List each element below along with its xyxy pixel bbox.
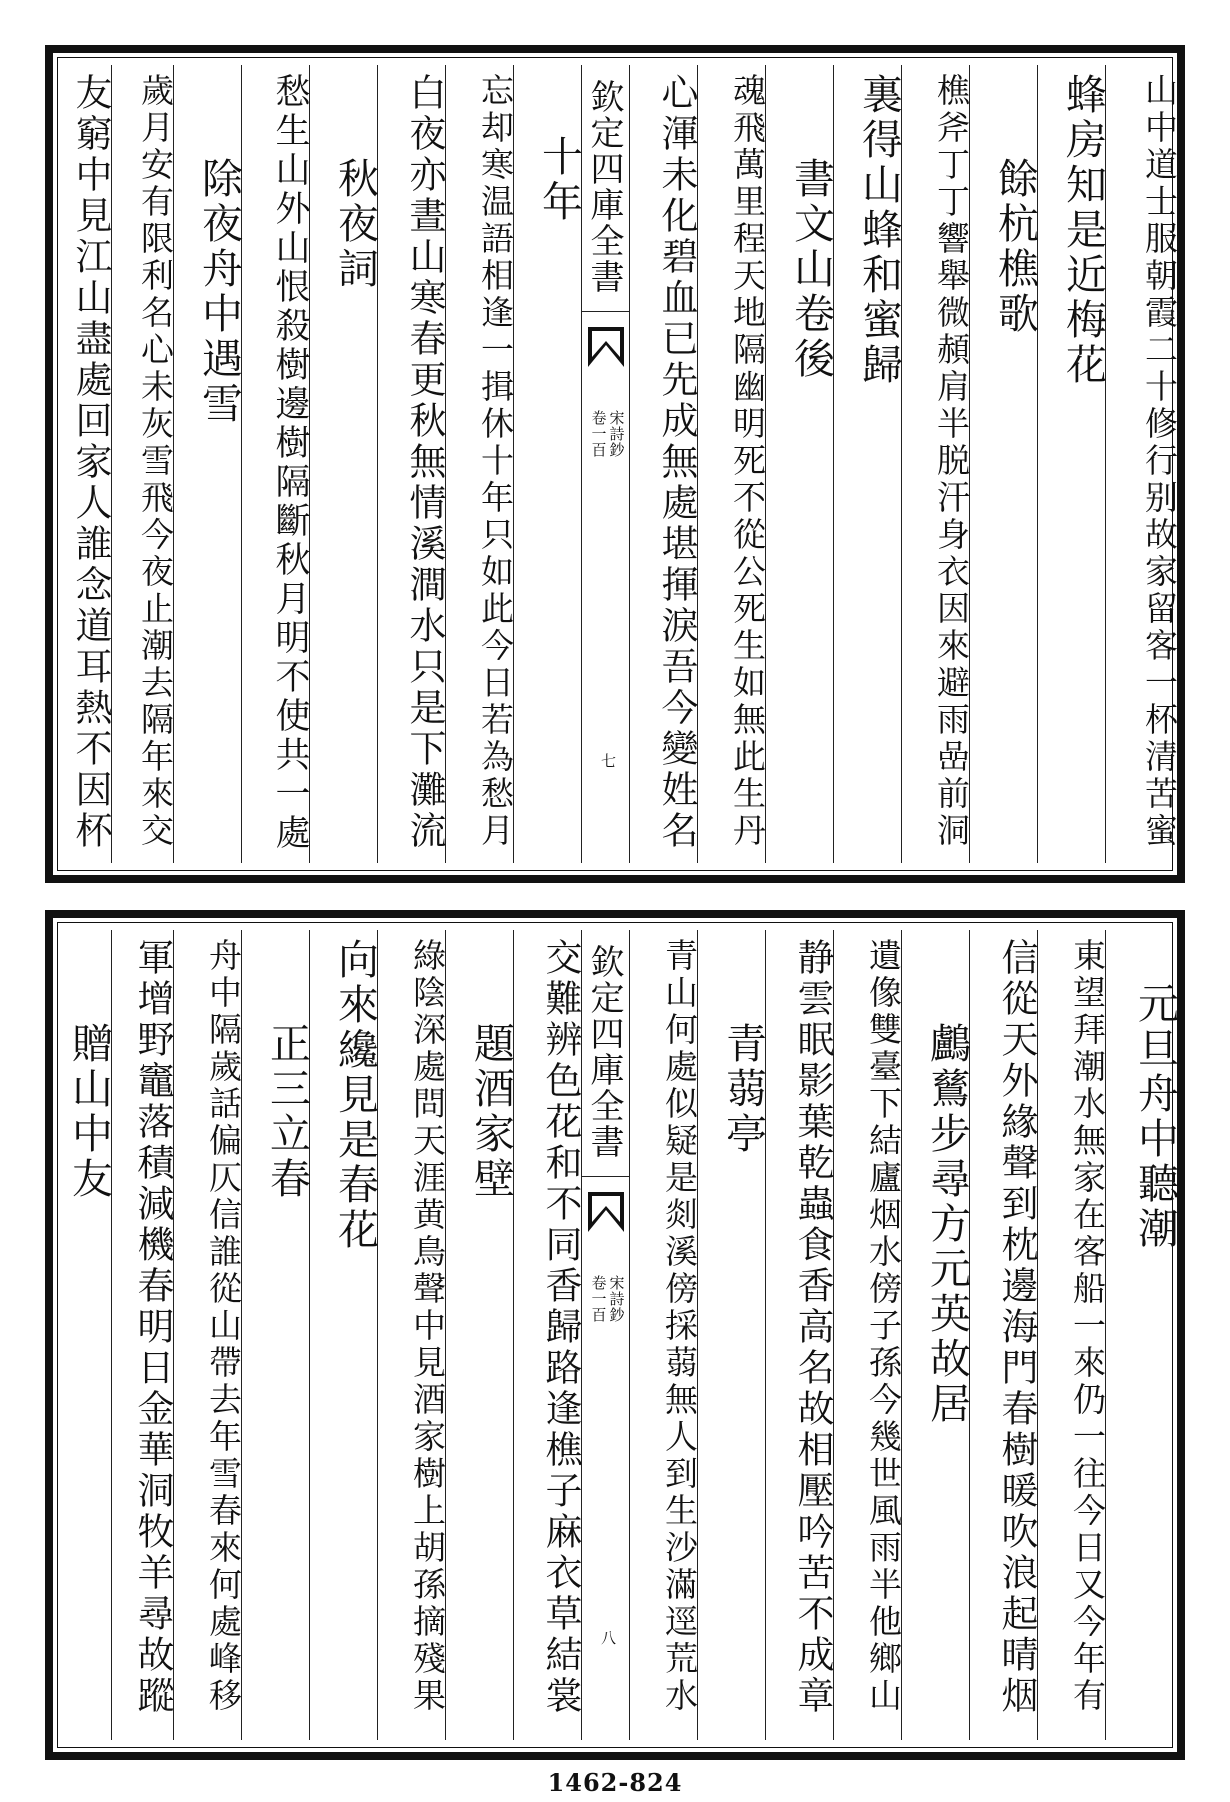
column-text: 十年	[535, 135, 583, 225]
spine-title: 欽定四庫全書	[582, 71, 629, 312]
column-text: 遺像雙臺下結廬烟水傍子孫今幾世風雨半他鄉山	[864, 938, 903, 1715]
column-6	[765, 930, 833, 1740]
spine	[581, 930, 629, 1740]
column-3	[969, 930, 1037, 1740]
column-2	[1037, 65, 1105, 863]
column-text: 樵斧丁丁響舉微頳肩半脱汗身衣因來避雨嵒前洞	[932, 73, 971, 850]
spine	[581, 65, 629, 863]
spine-leaf: 八	[599, 1630, 617, 1645]
spine-book: 宋詩鈔	[607, 1275, 626, 1323]
column-text: 忘却寒温語相逢一揖休十年只如此今日若為愁月	[476, 73, 515, 850]
column-text: 綠陰深處問天涯黄鳥聲中見酒家樹上胡孫摘殘果	[408, 938, 447, 1715]
column-12	[309, 65, 377, 863]
column-2	[1037, 930, 1105, 1740]
column-10	[445, 930, 513, 1740]
column-1	[1105, 930, 1177, 1740]
column-1	[1105, 65, 1177, 863]
poem-title: 贈山中友	[65, 1022, 113, 1202]
poem-title: 鸕鶿步尋方元英故居	[923, 1022, 971, 1427]
column-8	[629, 65, 697, 863]
column-text: 青山何處似疑是剡溪傍採蒻無人到生沙滿逕荒水	[660, 938, 699, 1715]
column-text: 蜂房知是近梅花	[1059, 73, 1107, 388]
poem-title: 除夜舟中遇雪	[195, 157, 243, 427]
spine-volume: 卷一百	[589, 1275, 608, 1323]
column-text: 東望拜潮水無家在客船一來仍一往今日又今年有	[1068, 938, 1107, 1715]
column-text: 山中道士服朝霞二十修行别故家留客一杯清苦蜜	[1140, 73, 1179, 850]
column-4	[901, 930, 969, 1740]
column-text: 白夜亦晝山寒春更秋無情溪澗水只是下灘流	[403, 73, 446, 852]
top-page	[45, 45, 1185, 883]
poem-title: 正三立春	[263, 1022, 311, 1202]
spine-volume: 卷一百	[589, 410, 608, 458]
poem-title: 元旦舟中聽潮	[1131, 982, 1179, 1252]
spine-title: 欽定四庫全書	[582, 936, 629, 1177]
poem-title: 餘杭樵歌	[991, 157, 1039, 337]
column-text: 友窮中見江山盡處回家人誰念道耳熱不因杯	[69, 73, 112, 852]
column-15	[111, 930, 173, 1740]
column-6	[765, 65, 833, 863]
column-text: 静雲眠影葉乾蟲食香高名故相壓吟苦不成章	[791, 938, 834, 1717]
poem-title: 青蒻亭	[719, 1022, 767, 1157]
column-7	[697, 65, 765, 863]
poem-title: 題酒家壁	[467, 1022, 515, 1202]
poem-title: 書文山卷後	[787, 157, 835, 382]
column-14	[173, 930, 241, 1740]
column-text: 裏得山蜂和蜜歸	[855, 73, 903, 388]
column-9	[513, 930, 581, 1740]
column-5	[833, 65, 901, 863]
column-7	[697, 930, 765, 1740]
column-text: 歲月安有限利名心未灰雪飛今夜止潮去隔年來交	[136, 73, 175, 850]
column-9	[513, 65, 581, 863]
bottom-page	[45, 910, 1185, 1760]
page-number: 1462-824	[547, 1768, 683, 1797]
column-15	[111, 65, 173, 863]
column-text: 心渾未化碧血已先成無處堪揮淚吾今變姓名	[655, 73, 698, 852]
column-text: 交難辨色花和不同香歸路逢樵子麻衣草結裳	[539, 938, 582, 1717]
spine-leaf: 七	[599, 753, 617, 768]
column-13	[241, 930, 309, 1740]
column-text: 軍增野竈落積減機春明日金華洞牧羊尋故蹤	[131, 938, 174, 1717]
column-16	[59, 65, 111, 863]
fish-tail-icon	[588, 327, 624, 367]
spine-book: 宋詩鈔	[607, 410, 626, 458]
fish-tail-icon	[588, 1192, 624, 1232]
column-4	[901, 65, 969, 863]
column-11	[377, 930, 445, 1740]
column-text: 信從天外緣聲到枕邊海門春樹暖吹浪起晴烟	[995, 938, 1038, 1717]
column-text: 舟中隔歲話偏仄信誰從山帶去年雪春來何處峰移	[204, 938, 243, 1715]
column-8	[629, 930, 697, 1740]
column-13	[241, 65, 309, 863]
column-11	[377, 65, 445, 863]
column-10	[445, 65, 513, 863]
column-text: 向來纔見是春花	[331, 938, 379, 1253]
column-5	[833, 930, 901, 1740]
column-12	[309, 930, 377, 1740]
column-text: 魂飛萬里程天地隔幽明死不從公死生如無此生丹	[728, 73, 767, 850]
column-3	[969, 65, 1037, 863]
column-text: 愁生山外山恨殺樹邊樹隔斷秋月明不使共一處	[270, 73, 310, 853]
poem-title: 秋夜詞	[331, 157, 379, 292]
column-16	[59, 930, 111, 1740]
column-14	[173, 65, 241, 863]
